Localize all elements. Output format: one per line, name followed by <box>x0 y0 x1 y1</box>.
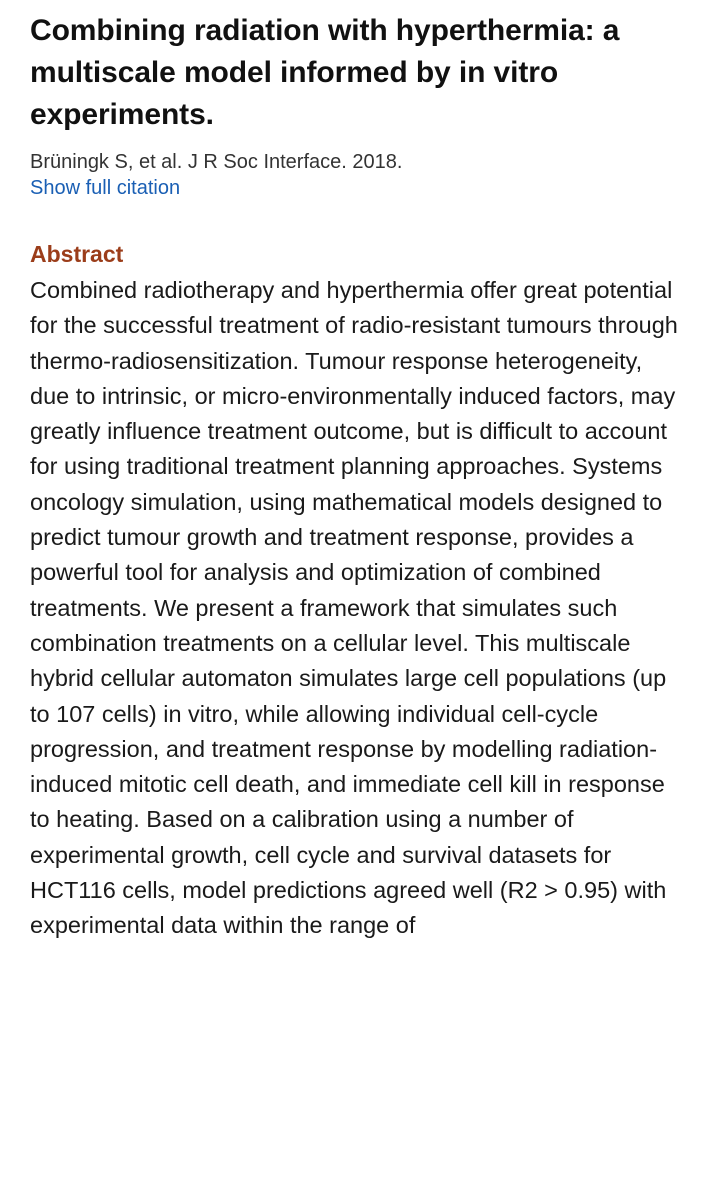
abstract-text: Combined radiotherapy and hyperthermia offer great potential for the successful treatment of radio-resistant tumours through thermo-radiosensitization. Tumour response heterogeneity, due to intrinsic, or micro-environmentally induced factors, may greatly influence treatment outcome, but is difficult to account for using traditional treatment planning approaches. Systems oncology simulation, using mathematical models designed to predict tumour growth and treatment response, provides a powerful tool for analysis and optimization of combined treatments. We present a framework that simulates such combination treatments on a cellular level. This multiscale hybrid cellular automaton simulates large cell populations (up to 107 cells) in vitro, while allowing individual cell-cycle progression, and treatment response by modelling radiation-induced mitotic cell death, and immediate cell kill in response to heating. Based on a calibration using a number of experimental growth, cell cycle and survival datasets for HCT116 cells, model predictions agreed well (R2 > 0.95) with experimental data within the range of <box>30 277 678 939</box>
abstract-heading: Abstract <box>30 241 124 267</box>
article-title: Combining radiation with hyperthermia: a multiscale model informed by in vitro experiments. <box>30 14 620 131</box>
show-full-citation-link[interactable]: Show full citation <box>30 177 181 199</box>
citation-summary: Brüningk S, et al. J R Soc Interface. 2018. <box>30 151 403 173</box>
